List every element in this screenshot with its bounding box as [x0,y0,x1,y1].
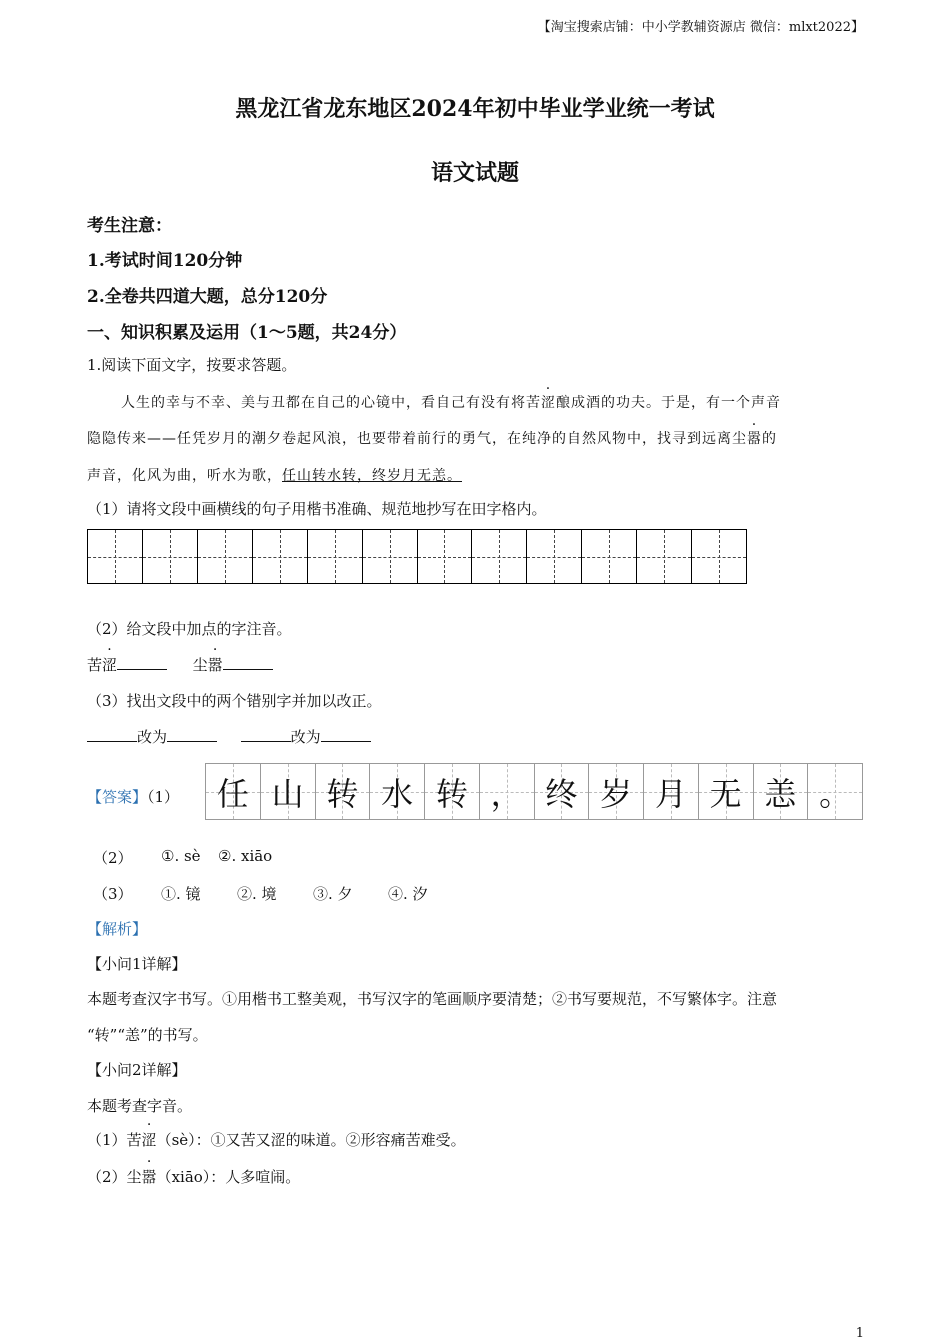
passage-line-2 [87,428,777,448]
answer-2a: ①. sè [161,847,201,865]
dotted-char: 涩 [102,656,118,674]
grid-cell[interactable] [637,530,692,583]
answer-row-3-label: （3） [93,885,133,903]
answer-cell: 转 [316,764,371,819]
word-text: 尘 [192,656,208,674]
q1-sub2-blanks [87,654,273,675]
answer-3d: ④. 汐 [388,885,428,903]
grid-cell[interactable] [418,530,473,583]
answer-3c: ③. 夕 [313,885,353,903]
answer-cell: 转 [425,764,480,819]
exam-subtitle: 语文试题 [430,160,519,186]
grid-cell[interactable] [88,530,143,583]
notice-heading: 考生注意： [87,216,172,236]
grid-cell[interactable] [527,530,582,583]
analysis-sub2-text: 本题考查字音。 [87,1097,193,1115]
passage-line-1 [121,392,781,412]
answer-cell: 月 [644,764,699,819]
dotted-char: 嚣 [747,431,762,447]
q1-prompt: 1.阅读下面文字，按要求答题。 [87,356,297,374]
shop-banner: 【淘宝搜索店铺：中小学教辅资源店 微信：mlxt2022】 [537,20,864,35]
grid-cell[interactable] [363,530,418,583]
q1-sub2: （2）给文段中加点的字注音。 [87,620,292,638]
answer-cell: 岁 [589,764,644,819]
answer-cell: ， [480,764,535,819]
section-1-heading: 一、知识积累及运用（1～5题，共24分） [87,323,407,343]
answer-row-1 [87,786,179,807]
answer-cell: 。 [808,764,862,819]
tianzige-grid[interactable] [87,529,747,584]
answer-grid [205,763,863,820]
analysis-sub1-text: 本题考查汉字书写。①用楷书工整美观，书写汉字的笔画顺序要清楚；②书写要规范，不写繁体字。注意 [87,990,778,1008]
passage-line-3 [87,465,462,485]
grid-cell[interactable] [582,530,637,583]
analysis-line-1 [87,1129,466,1150]
answer-2b: ②. xiāo [218,847,273,865]
word-text: 苦 [87,656,103,674]
dotted-char: 涩 [541,395,556,411]
answer-blank[interactable] [87,740,137,742]
grid-cell[interactable] [143,530,198,583]
analysis-text: （1）苦 [87,1131,142,1149]
analysis-text: （xiāo）：人多喧闹。 [156,1168,301,1186]
answer-blank[interactable] [117,668,167,670]
answer-cell: 恙 [754,764,809,819]
analysis-text: （sè）：①又苦又涩的味道。②形容痛苦难受。 [156,1131,466,1149]
answer-3a: ①. 镜 [161,885,201,903]
notice-item-1: 1.考试时间120分钟 [87,251,243,271]
analysis-sub1-text-2: “转”“恙”的书写。 [87,1026,208,1044]
passage-text: 隐隐传来——任凭岁月的潮夕卷起风浪，也要带着前行的勇气，在纯净的自然风物中，找寻到远离尘 [87,431,747,447]
q1-sub1: （1）请将文段中画横线的句子用楷书准确、规范地抄写在田字格内。 [87,500,547,518]
grid-cell[interactable] [308,530,363,583]
passage-text: 人生的幸与不幸、美与丑都在自己的心镜中，看自己有没有将苦 [121,395,541,411]
answer-blank[interactable] [167,740,217,742]
notice-item-2: 2.全卷共四道大题，总分120分 [87,287,328,307]
answer-blank[interactable] [223,668,273,670]
answer-cell: 任 [206,764,261,819]
grid-cell[interactable] [253,530,308,583]
analysis-sub1-heading: 【小问1详解】 [87,955,187,973]
answer-label: 【答案】 [87,788,148,806]
dotted-char: 嚣 [141,1168,157,1186]
answer-cell: 山 [261,764,316,819]
analysis-sub2-heading: 【小问2详解】 [87,1061,187,1079]
grid-cell[interactable] [198,530,253,583]
grid-cell[interactable] [472,530,527,583]
answer-blank[interactable] [321,740,371,742]
answer-3b: ②. 境 [237,885,277,903]
answer-cell: 终 [535,764,590,819]
answer-cell: 水 [370,764,425,819]
answer-cell: 无 [699,764,754,819]
analysis-line-2 [87,1166,300,1187]
answer-part-1: （1） [147,788,180,806]
page-number: 1 [855,1326,864,1341]
passage-text: 酿成酒的功夫。于是，有一个声音 [556,395,781,411]
change-to-text: 改为 [137,728,168,746]
grid-cell[interactable] [692,530,746,583]
passage-text: 的 [762,431,777,447]
dotted-char: 涩 [141,1131,157,1149]
analysis-label: 【解析】 [87,920,148,938]
q1-sub3-blanks [87,726,371,747]
underlined-sentence: 任山转水转，终岁月无恙。 [282,468,462,484]
change-to-text: 改为 [290,728,321,746]
passage-text: 声音，化风为曲，听水为歌， [87,468,282,484]
exam-title: 黑龙江省龙东地区2024年初中毕业学业统一考试 [235,96,715,122]
answer-blank[interactable] [241,740,291,742]
q1-sub3: （3）找出文段中的两个错别字并加以改正。 [87,692,382,710]
analysis-text: （2）尘 [87,1168,142,1186]
answer-row-2-label: （2） [93,849,133,867]
dotted-char: 嚣 [207,656,223,674]
